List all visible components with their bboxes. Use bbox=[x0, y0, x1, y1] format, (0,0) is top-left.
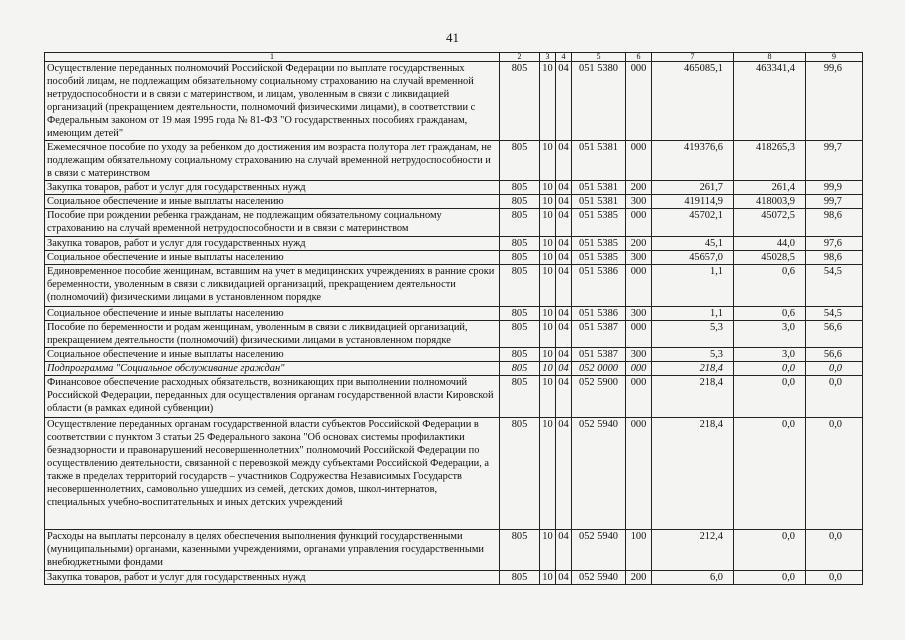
planned-amount: 6,0 bbox=[652, 571, 734, 585]
table-row bbox=[45, 237, 863, 251]
row-description: Финансовое обеспечение расходных обязательств, возникающих при выполнении полномочий Российской Федерации, переданных для осуществления органам государственной власти Кировской области (в рамках единой субвенции) bbox=[45, 376, 500, 418]
ministry-code: 805 bbox=[500, 530, 540, 571]
section-code: 10 bbox=[540, 348, 556, 362]
target-article-code: 052 0000 bbox=[572, 362, 626, 376]
row-description: Подпрограмма "Социальное обслуживание граждан" bbox=[45, 362, 500, 376]
row-description: Социальное обеспечение и иные выплаты населению bbox=[45, 348, 500, 362]
actual-amount: 3,0 bbox=[734, 348, 806, 362]
subsection-code: 04 bbox=[556, 195, 572, 209]
execution-percent: 98,6 bbox=[806, 251, 863, 265]
row-description: Осуществление переданных органам государственной власти субъектов Российской Федерации в соответствии с пунктом 3 статьи 25 Федерального закона "Об основах системы профилактики безнадзорности и правонарушений несовершеннолетних" полномочий Российской Федерации по осуществлению деятельности, связанной с перевозкой между субъектами Российской Федерации, а также в пределах территорий государств – участников Содружества Независимых Государств несовершеннолетних, самовольно ушедших из семей, детских домов, школ-интернатов, специальных учебно-воспитательных и иных детских учреждений bbox=[45, 418, 500, 530]
actual-amount: 463341,4 bbox=[734, 62, 806, 141]
ministry-code: 805 bbox=[500, 181, 540, 195]
section-code: 10 bbox=[540, 251, 556, 265]
planned-amount: 45702,1 bbox=[652, 209, 734, 237]
row-description: Расходы на выплаты персоналу в целях обеспечения выполнения функций государственными (муниципальными) органами, казенными учреждениями, органами управления государственными внебюджетными фондами bbox=[45, 530, 500, 571]
target-article-code: 052 5940 bbox=[572, 571, 626, 585]
target-article-code: 051 5386 bbox=[572, 265, 626, 307]
planned-amount: 1,1 bbox=[652, 265, 734, 307]
row-description: Социальное обеспечение и иные выплаты населению bbox=[45, 251, 500, 265]
ministry-code: 805 bbox=[500, 321, 540, 348]
expense-type-code: 300 bbox=[626, 307, 652, 321]
subsection-code: 04 bbox=[556, 307, 572, 321]
subsection-code: 04 bbox=[556, 181, 572, 195]
table-body bbox=[45, 62, 863, 585]
planned-amount: 218,4 bbox=[652, 362, 734, 376]
subsection-code: 04 bbox=[556, 209, 572, 237]
table-row bbox=[45, 181, 863, 195]
target-article-code: 051 5385 bbox=[572, 237, 626, 251]
actual-amount: 0,0 bbox=[734, 418, 806, 530]
row-description: Закупка товаров, работ и услуг для государственных нужд bbox=[45, 181, 500, 195]
planned-amount: 465085,1 bbox=[652, 62, 734, 141]
subsection-code: 04 bbox=[556, 265, 572, 307]
row-description: Единовременное пособие женщинам, вставшим на учет в медицинских учреждениях в ранние сроки беременности, уволенным в связи с ликвидацией организаций, прекращением деятельности (полномочий) физическими лицами в установленном порядке bbox=[45, 265, 500, 307]
target-article-code: 051 5381 bbox=[572, 195, 626, 209]
execution-percent: 99,7 bbox=[806, 195, 863, 209]
planned-amount: 419114,9 bbox=[652, 195, 734, 209]
section-code: 10 bbox=[540, 530, 556, 571]
ministry-code: 805 bbox=[500, 362, 540, 376]
row-description: Осуществление переданных полномочий Российской Федерации по выплате государственных пособий лицам, не подлежащим обязательному социальному страхованию на случай временной нетрудоспособности и в связи с материнством, и лицам, уволенным в связи с ликвидацией организаций (прекращением деятельности, полномочий физическими лицами), в соответствии с Федеральным законом от 19 мая 1995 года № 81-ФЗ "О государственных пособиях гражданам, имеющим детей" bbox=[45, 62, 500, 141]
actual-amount: 0,6 bbox=[734, 265, 806, 307]
target-article-code: 052 5940 bbox=[572, 418, 626, 530]
expense-type-code: 000 bbox=[626, 418, 652, 530]
subsection-code: 04 bbox=[556, 418, 572, 530]
budget-table bbox=[44, 52, 863, 585]
ministry-code: 805 bbox=[500, 62, 540, 141]
section-code: 10 bbox=[540, 265, 556, 307]
column-header-5: 5 bbox=[572, 53, 626, 62]
table-row bbox=[45, 251, 863, 265]
ministry-code: 805 bbox=[500, 418, 540, 530]
ministry-code: 805 bbox=[500, 141, 540, 181]
expense-type-code: 000 bbox=[626, 376, 652, 418]
budget-table-wrapper bbox=[44, 52, 862, 585]
table-row bbox=[45, 571, 863, 585]
actual-amount: 0,6 bbox=[734, 307, 806, 321]
execution-percent: 54,5 bbox=[806, 265, 863, 307]
planned-amount: 261,7 bbox=[652, 181, 734, 195]
expense-type-code: 000 bbox=[626, 321, 652, 348]
target-article-code: 051 5381 bbox=[572, 181, 626, 195]
column-header-4: 4 bbox=[556, 53, 572, 62]
planned-amount: 45657,0 bbox=[652, 251, 734, 265]
ministry-code: 805 bbox=[500, 195, 540, 209]
target-article-code: 051 5387 bbox=[572, 321, 626, 348]
planned-amount: 218,4 bbox=[652, 418, 734, 530]
planned-amount: 45,1 bbox=[652, 237, 734, 251]
expense-type-code: 200 bbox=[626, 237, 652, 251]
row-description: Социальное обеспечение и иные выплаты населению bbox=[45, 195, 500, 209]
subsection-code: 04 bbox=[556, 530, 572, 571]
execution-percent: 99,7 bbox=[806, 141, 863, 181]
column-header-2: 2 bbox=[500, 53, 540, 62]
target-article-code: 052 5940 bbox=[572, 530, 626, 571]
section-code: 10 bbox=[540, 376, 556, 418]
actual-amount: 44,0 bbox=[734, 237, 806, 251]
table-row bbox=[45, 265, 863, 307]
expense-type-code: 000 bbox=[626, 265, 652, 307]
row-description: Социальное обеспечение и иные выплаты населению bbox=[45, 307, 500, 321]
section-code: 10 bbox=[540, 237, 556, 251]
target-article-code: 051 5387 bbox=[572, 348, 626, 362]
expense-type-code: 000 bbox=[626, 362, 652, 376]
row-description: Закупка товаров, работ и услуг для государственных нужд bbox=[45, 237, 500, 251]
table-row bbox=[45, 348, 863, 362]
expense-type-code: 200 bbox=[626, 181, 652, 195]
actual-amount: 45072,5 bbox=[734, 209, 806, 237]
execution-percent: 0,0 bbox=[806, 571, 863, 585]
section-code: 10 bbox=[540, 195, 556, 209]
actual-amount: 0,0 bbox=[734, 376, 806, 418]
section-code: 10 bbox=[540, 62, 556, 141]
execution-percent: 0,0 bbox=[806, 362, 863, 376]
subsection-code: 04 bbox=[556, 251, 572, 265]
ministry-code: 805 bbox=[500, 348, 540, 362]
ministry-code: 805 bbox=[500, 571, 540, 585]
execution-percent: 0,0 bbox=[806, 418, 863, 530]
target-article-code: 051 5385 bbox=[572, 251, 626, 265]
ministry-code: 805 bbox=[500, 307, 540, 321]
ministry-code: 805 bbox=[500, 376, 540, 418]
table-row bbox=[45, 307, 863, 321]
table-row bbox=[45, 141, 863, 181]
actual-amount: 0,0 bbox=[734, 362, 806, 376]
row-description: Пособие по беременности и родам женщинам, уволенным в связи с ликвидацией организаций, прекращением деятельности (полномочий) физическими лицами в установленном порядке bbox=[45, 321, 500, 348]
section-code: 10 bbox=[540, 181, 556, 195]
table-row bbox=[45, 376, 863, 418]
subsection-code: 04 bbox=[556, 362, 572, 376]
header-row bbox=[45, 53, 863, 62]
execution-percent: 0,0 bbox=[806, 530, 863, 571]
column-header-6: 6 bbox=[626, 53, 652, 62]
planned-amount: 5,3 bbox=[652, 348, 734, 362]
table-row bbox=[45, 362, 863, 376]
expense-type-code: 100 bbox=[626, 530, 652, 571]
expense-type-code: 300 bbox=[626, 251, 652, 265]
execution-percent: 56,6 bbox=[806, 348, 863, 362]
subsection-code: 04 bbox=[556, 62, 572, 141]
execution-percent: 98,6 bbox=[806, 209, 863, 237]
expense-type-code: 200 bbox=[626, 571, 652, 585]
column-header-3: 3 bbox=[540, 53, 556, 62]
subsection-code: 04 bbox=[556, 376, 572, 418]
column-header-8: 8 bbox=[734, 53, 806, 62]
planned-amount: 212,4 bbox=[652, 530, 734, 571]
table-row bbox=[45, 209, 863, 237]
subsection-code: 04 bbox=[556, 237, 572, 251]
target-article-code: 051 5385 bbox=[572, 209, 626, 237]
section-code: 10 bbox=[540, 418, 556, 530]
target-article-code: 051 5386 bbox=[572, 307, 626, 321]
ministry-code: 805 bbox=[500, 209, 540, 237]
execution-percent: 56,6 bbox=[806, 321, 863, 348]
planned-amount: 419376,6 bbox=[652, 141, 734, 181]
expense-type-code: 000 bbox=[626, 209, 652, 237]
actual-amount: 418003,9 bbox=[734, 195, 806, 209]
execution-percent: 54,5 bbox=[806, 307, 863, 321]
ministry-code: 805 bbox=[500, 237, 540, 251]
target-article-code: 051 5381 bbox=[572, 141, 626, 181]
actual-amount: 45028,5 bbox=[734, 251, 806, 265]
execution-percent: 99,6 bbox=[806, 62, 863, 141]
target-article-code: 052 5900 bbox=[572, 376, 626, 418]
column-header-9: 9 bbox=[806, 53, 863, 62]
subsection-code: 04 bbox=[556, 348, 572, 362]
expense-type-code: 000 bbox=[626, 141, 652, 181]
expense-type-code: 000 bbox=[626, 62, 652, 141]
execution-percent: 99,9 bbox=[806, 181, 863, 195]
section-code: 10 bbox=[540, 362, 556, 376]
actual-amount: 0,0 bbox=[734, 571, 806, 585]
subsection-code: 04 bbox=[556, 141, 572, 181]
actual-amount: 0,0 bbox=[734, 530, 806, 571]
section-code: 10 bbox=[540, 209, 556, 237]
actual-amount: 261,4 bbox=[734, 181, 806, 195]
ministry-code: 805 bbox=[500, 265, 540, 307]
page-number: 41 bbox=[446, 30, 459, 45]
row-description: Ежемесячное пособие по уходу за ребенком до достижения им возраста полутора лет гражданам, не подлежащим обязательному социальному страхованию на случай временной нетрудоспособности и в связи с материнством bbox=[45, 141, 500, 181]
actual-amount: 418265,3 bbox=[734, 141, 806, 181]
section-code: 10 bbox=[540, 571, 556, 585]
expense-type-code: 300 bbox=[626, 195, 652, 209]
row-description: Закупка товаров, работ и услуг для государственных нужд bbox=[45, 571, 500, 585]
execution-percent: 97,6 bbox=[806, 237, 863, 251]
actual-amount: 3,0 bbox=[734, 321, 806, 348]
ministry-code: 805 bbox=[500, 251, 540, 265]
section-code: 10 bbox=[540, 321, 556, 348]
column-header-1: 1 bbox=[45, 53, 500, 62]
expense-type-code: 300 bbox=[626, 348, 652, 362]
subsection-code: 04 bbox=[556, 571, 572, 585]
section-code: 10 bbox=[540, 141, 556, 181]
subsection-code: 04 bbox=[556, 321, 572, 348]
planned-amount: 5,3 bbox=[652, 321, 734, 348]
column-header-7: 7 bbox=[652, 53, 734, 62]
table-row bbox=[45, 530, 863, 571]
table-row bbox=[45, 418, 863, 530]
planned-amount: 218,4 bbox=[652, 376, 734, 418]
planned-amount: 1,1 bbox=[652, 307, 734, 321]
table-row bbox=[45, 62, 863, 141]
target-article-code: 051 5380 bbox=[572, 62, 626, 141]
execution-percent: 0,0 bbox=[806, 376, 863, 418]
section-code: 10 bbox=[540, 307, 556, 321]
table-row bbox=[45, 321, 863, 348]
table-row bbox=[45, 195, 863, 209]
row-description: Пособие при рождении ребенка гражданам, не подлежащим обязательному социальному страхованию на случай временной нетрудоспособности и в связи с материнством bbox=[45, 209, 500, 237]
